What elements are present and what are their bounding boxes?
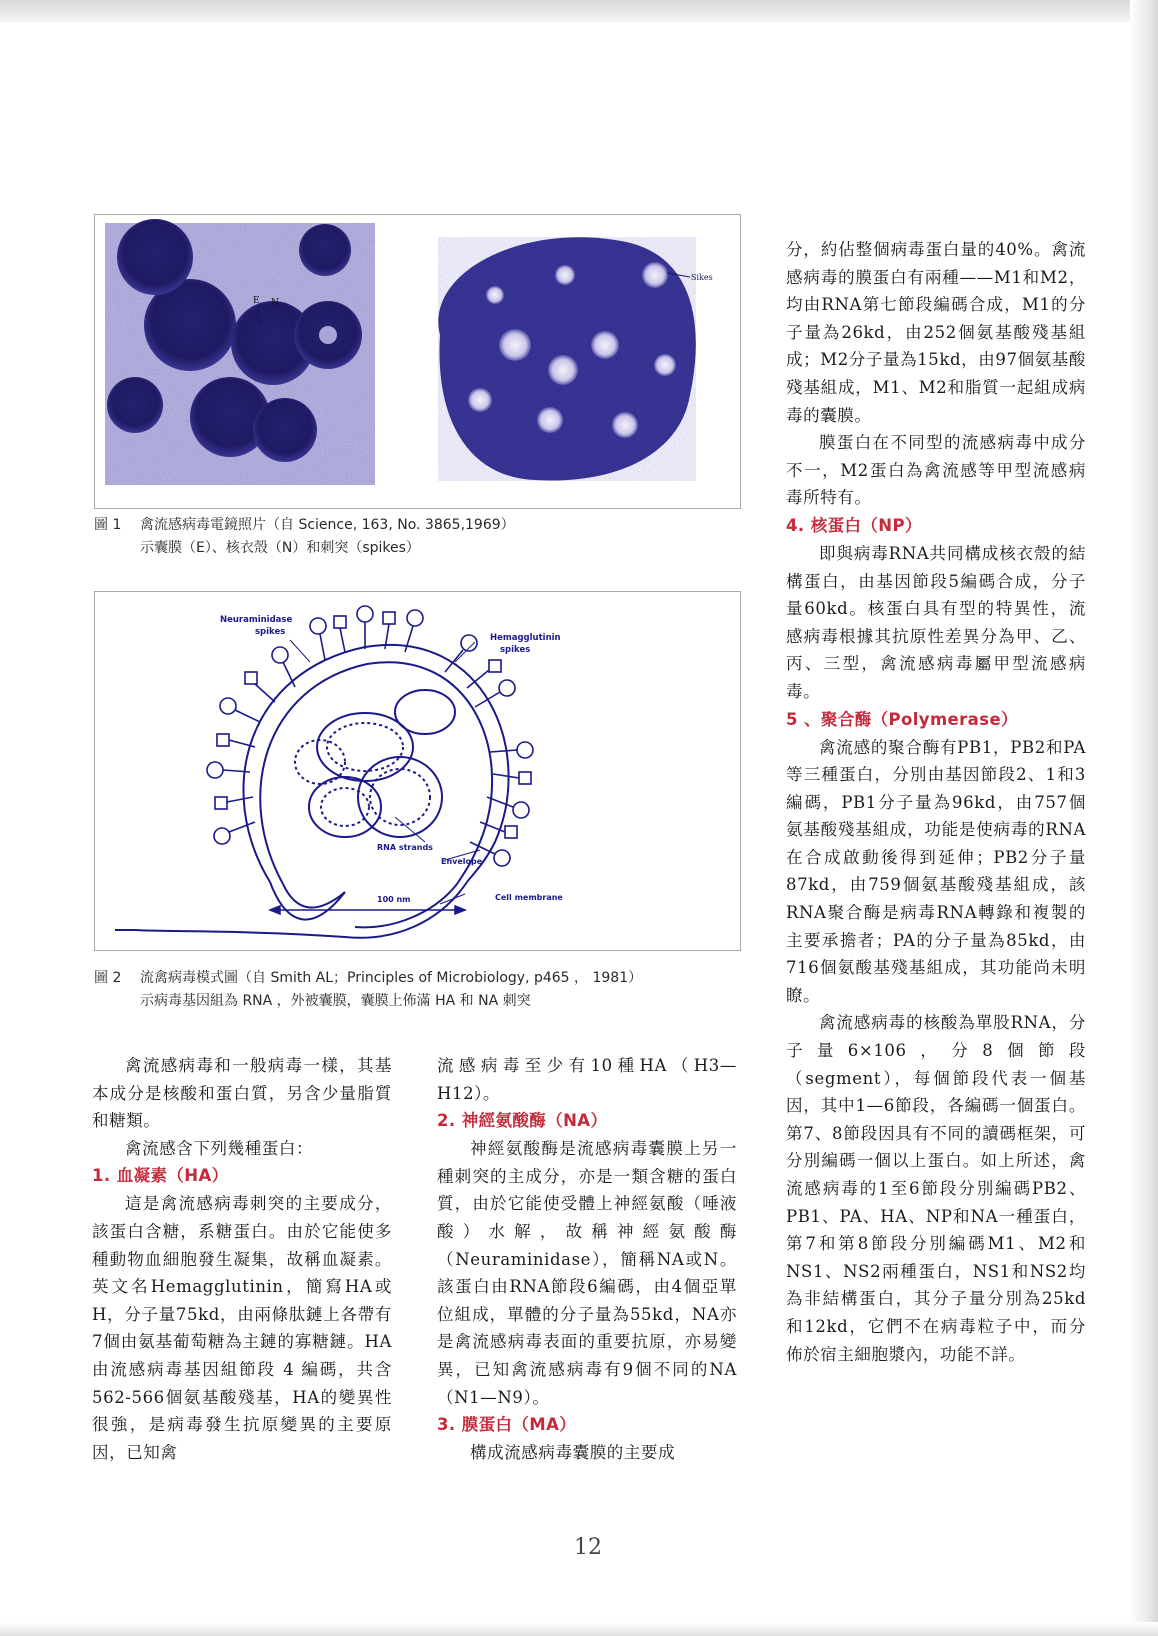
paragraph-m2: 膜蛋白在不同型的流感病毒中成分不一，M2蛋白為禽流感等甲型流感病毒所特有。	[786, 433, 1086, 508]
text-column-1	[92, 1052, 392, 1466]
paragraph-na: 神經氨酸酶是流感病毒囊膜上另一種刺突的主成分，亦是一類含糖的蛋白質，由於它能使受體上神經氨酸（唾液酸）水解，故稱神經氨酸酶（Neuraminidase），簡稱NA或N。該蛋白由RNA節段6編碼，由4個亞單位組成，單體的分子量為55kd，NA亦是禽流感病毒表面的重要抗原，亦易變異，已知禽流感病毒有9個不同的NA（N1—N9）。	[437, 1139, 737, 1407]
figure-1-caption	[94, 514, 515, 560]
figure-1-caption-line2: 示囊膜（E）、核衣殼（N）和刺突（spikes）	[140, 540, 420, 556]
paragraph-ma-continued: 分，約佔整個病毒蛋白量的40%。禽流感病毒的膜蛋白有兩種——M1和M2，均由RNA第七節段編碼合成，M1的分子量為26kd，由252個氨基酸殘基組成；M2分子量為15kd，由97個氨基酸殘基組成，M1、M2和脂質一起組成病毒的囊膜。	[786, 240, 1086, 425]
label-neuraminidase: Neuraminidase	[220, 615, 293, 625]
protein-list-intro: 禽流感含下列幾種蛋白：	[125, 1138, 314, 1158]
figure-2-caption-line2: 示病毒基因組為 RNA ，外被囊膜，囊膜上佈滿 HA 和 NA 刺突	[140, 993, 531, 1009]
micrograph-right-panel	[420, 223, 713, 485]
scan-edge-top	[0, 0, 1158, 22]
paragraph-ha: 這是禽流感病毒刺突的主要成分，該蛋白含糖，系糖蛋白。由於它能使多種動物血細胞發生凝集，故稱血凝素。英文名Hemagglutinin，簡寫HA或H，分子量75kd，由兩條肽鏈上各帶有7個由氨基葡萄糖為主鏈的寡糖鏈。HA由流感病毒基因組節段 4 編碼，共含562-566個氨基酸殘基，HA的變異性很強，是病毒發生抗原變異的主要原因，已知禽	[92, 1194, 392, 1462]
label-cell-membrane: Cell membrane	[495, 893, 563, 902]
label-hemagglutinin: Hemagglutinin	[490, 633, 561, 643]
scan-edge-right	[1130, 0, 1158, 1636]
heading-polymerase: 5 、聚合酶（Polymerase）	[786, 709, 1018, 729]
virus-diagram	[95, 592, 740, 950]
figure-1-micrograph	[94, 214, 741, 509]
label-scale: 100 nm	[377, 895, 411, 904]
figure-1-label: 圖 1	[94, 517, 122, 533]
label-spikes: Sikes	[691, 273, 713, 282]
micrograph-image	[95, 215, 740, 508]
figure-2-label: 圖 2	[94, 970, 122, 986]
heading-na: 2. 神經氨酸酶（NA）	[437, 1111, 608, 1131]
label-n: N	[271, 298, 279, 308]
label-rna-strands: RNA strands	[377, 843, 433, 852]
heading-np: 4. 核蛋白（NP）	[786, 515, 922, 535]
heading-ma: 3. 膜蛋白（MA）	[437, 1415, 577, 1435]
scan-edge-bottom	[0, 1622, 1158, 1636]
heading-ha: 1. 血凝素（HA）	[92, 1166, 229, 1186]
intro-paragraph: 禽流感病毒和一般病毒一樣，其基本成分是核酸和蛋白質，另含少量脂質和糖類。	[92, 1056, 392, 1131]
figure-2-caption-line1: 流禽病毒模式圖（自 Smith AL；Principles of Microbiology, p465 ， 1981）	[140, 970, 643, 986]
paragraph-np: 即與病毒RNA共同構成核衣殼的結構蛋白，由基因節段5編碼合成，分子量60kd。核蛋白具有型的特異性，流感病毒根據其抗原性差異分為甲、乙、丙、三型，禽流感病毒屬甲型流感病毒。	[786, 543, 1086, 701]
paragraph-ha-continued: 流感病毒至少有10種HA（H3—H12）。	[437, 1056, 737, 1103]
figure-2-schematic	[94, 591, 741, 951]
label-envelope: Envelope	[441, 857, 483, 866]
text-column-3	[786, 236, 1086, 1368]
page-number: 12	[574, 1535, 602, 1560]
figure-2-caption	[94, 967, 642, 1013]
micrograph-left-panel	[105, 219, 375, 485]
label-spikes-right: spikes	[500, 645, 531, 655]
paragraph-nucleic-acid: 禽流感病毒的核酸為單股RNA，分子量6×106，分8個節段（segment），每個節段代表一個基因，其中1—6節段，各編碼一個蛋白。第7、8節段因具有不同的讀碼框架，可分別編碼一個以上蛋白。如上所述，禽流感病毒的1至6節段分別編碼PB2、PB1、PA、HA、NP和NA一種蛋白，第7和第8節段分別編碼M1、M2和NS1、NS2兩種蛋白，NS1和NS2均為非結構蛋白，其分子量分別為25kd和12kd，它們不在病毒粒子中，而分佈於宿主細胞漿內，功能不詳。	[786, 1013, 1086, 1364]
figure-1-caption-line1: 禽流感病毒電鏡照片（自 Science, 163, No. 3865,1969）	[140, 517, 515, 533]
paragraph-polymerase: 禽流感的聚合酶有PB1，PB2和PA 等三種蛋白，分別由基因節段2、1和3編碼，PB1分子量為96kd，由757個氨基酸殘基組成，功能是使病毒的RNA在合成啟動後得到延伸；PB2分子量87kd，由759個氨基酸殘基組成，該RNA聚合酶是病毒RNA轉錄和複製的主要承擔者；PA的分子量為85kd，由716個氨酸基殘基組成，其功能尚未明瞭。	[786, 737, 1086, 1005]
text-column-2	[437, 1052, 737, 1467]
paragraph-ma: 構成流感病毒囊膜的主要成	[470, 1443, 676, 1463]
label-spikes-left: spikes	[255, 627, 286, 637]
label-e: E	[253, 296, 260, 306]
